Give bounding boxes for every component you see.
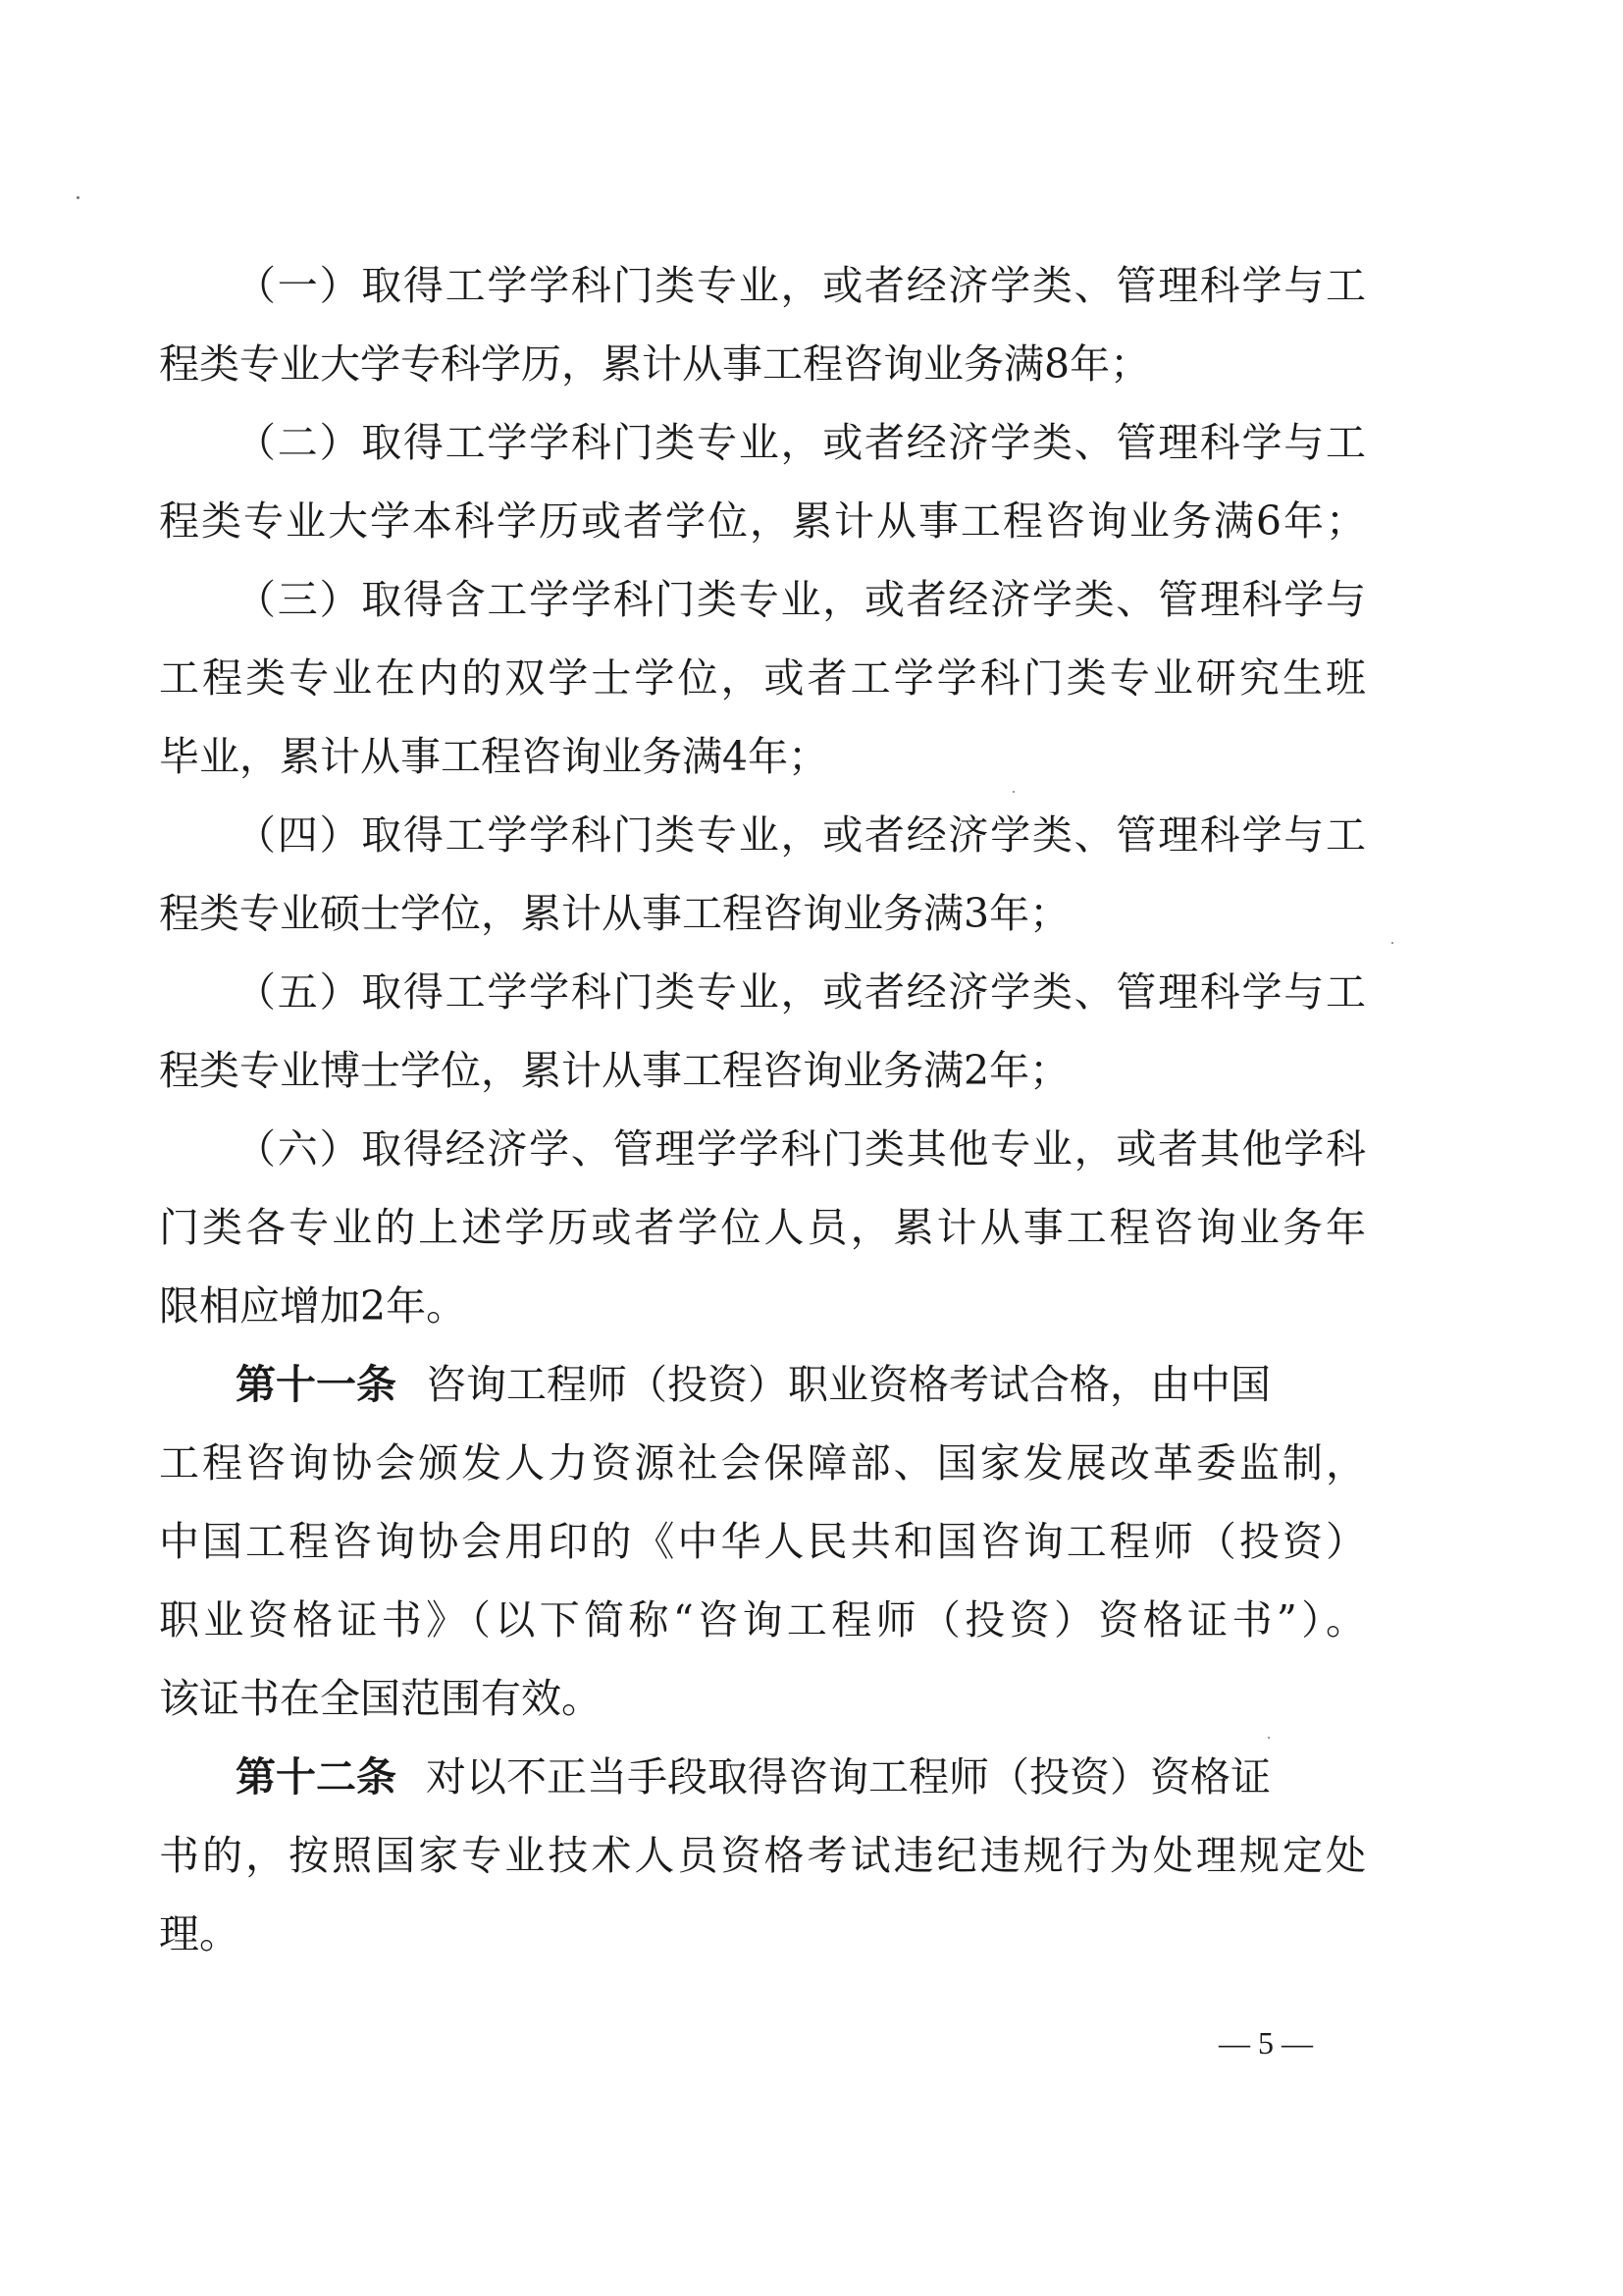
article-12-heading: 第十二条 bbox=[236, 1753, 396, 1800]
scan-speck bbox=[1268, 1737, 1270, 1739]
item-4-line-1: （四）取得工学学科门类专业，或者经济学类、管理科学与工 bbox=[236, 811, 1366, 859]
article-11-first-line bbox=[236, 1356, 1366, 1413]
item-3-line-2: 工程类专业在内的双学士学位，或者工学学科门类专业研究生班 bbox=[159, 654, 1366, 702]
item-6-line-2: 门类各专业的上述学历或者学位人员，累计从事工程咨询业务年 bbox=[159, 1204, 1366, 1251]
item-2-line-2: 程类专业大学本科学历或者学位，累计从事工程咨询业务满6年； bbox=[159, 497, 1366, 545]
article-11-line-4: 职业资格证书》（以下简称“咨询工程师（投资）资格证书”）。 bbox=[159, 1596, 1366, 1644]
item-1-line-1: （一）取得工学学科门类专业，或者经济学类、管理科学与工 bbox=[236, 262, 1366, 309]
page-number: — 5 — bbox=[1219, 2025, 1313, 2061]
article-12-line-2: 书的，按照国家专业技术人员资格考试违纪违规行为处理规定处 bbox=[159, 1832, 1366, 1879]
item-2-line-1: （二）取得工学学科门类专业，或者经济学类、管理科学与工 bbox=[236, 419, 1366, 466]
item-6-line-3: 限相应增加2年。 bbox=[159, 1282, 467, 1330]
item-3-line-1: （三）取得含工学学科门类专业，或者经济学类、管理科学与 bbox=[236, 576, 1366, 623]
item-5-line-2: 程类专业博士学位，累计从事工程咨询业务满2年； bbox=[159, 1047, 1071, 1094]
item-5-line-1: （五）取得工学学科门类专业，或者经济学类、管理科学与工 bbox=[236, 968, 1366, 1016]
article-11-heading: 第十一条 bbox=[236, 1361, 396, 1408]
item-1-line-2: 程类专业大学专科学历，累计从事工程咨询业务满8年； bbox=[159, 340, 1151, 388]
item-4-line-2: 程类专业硕士学位，累计从事工程咨询业务满3年； bbox=[159, 890, 1071, 937]
scan-speck bbox=[77, 196, 79, 199]
article-12-first-text: 对以不正当手段取得咨询工程师（投资）资格证 bbox=[426, 1753, 1271, 1800]
article-12-line-3: 理。 bbox=[159, 1910, 239, 1957]
scan-speck bbox=[1013, 791, 1015, 793]
article-11-line-2: 工程咨询协会颁发人力资源社会保障部、国家发展改革委监制， bbox=[159, 1439, 1366, 1487]
scan-speck bbox=[1391, 942, 1393, 944]
article-12-first-line bbox=[236, 1748, 1366, 1805]
article-11-line-3: 中国工程咨询协会用印的《中华人民共和国咨询工程师（投资） bbox=[159, 1518, 1366, 1565]
item-3-line-3: 毕业，累计从事工程咨询业务满4年； bbox=[159, 733, 829, 780]
article-11-first-text: 咨询工程师（投资）职业资格考试合格，由中国 bbox=[426, 1361, 1271, 1408]
article-11-line-5: 该证书在全国范围有效。 bbox=[159, 1675, 602, 1722]
item-6-line-1: （六）取得经济学、管理学学科门类其他专业，或者其他学科 bbox=[236, 1125, 1366, 1173]
